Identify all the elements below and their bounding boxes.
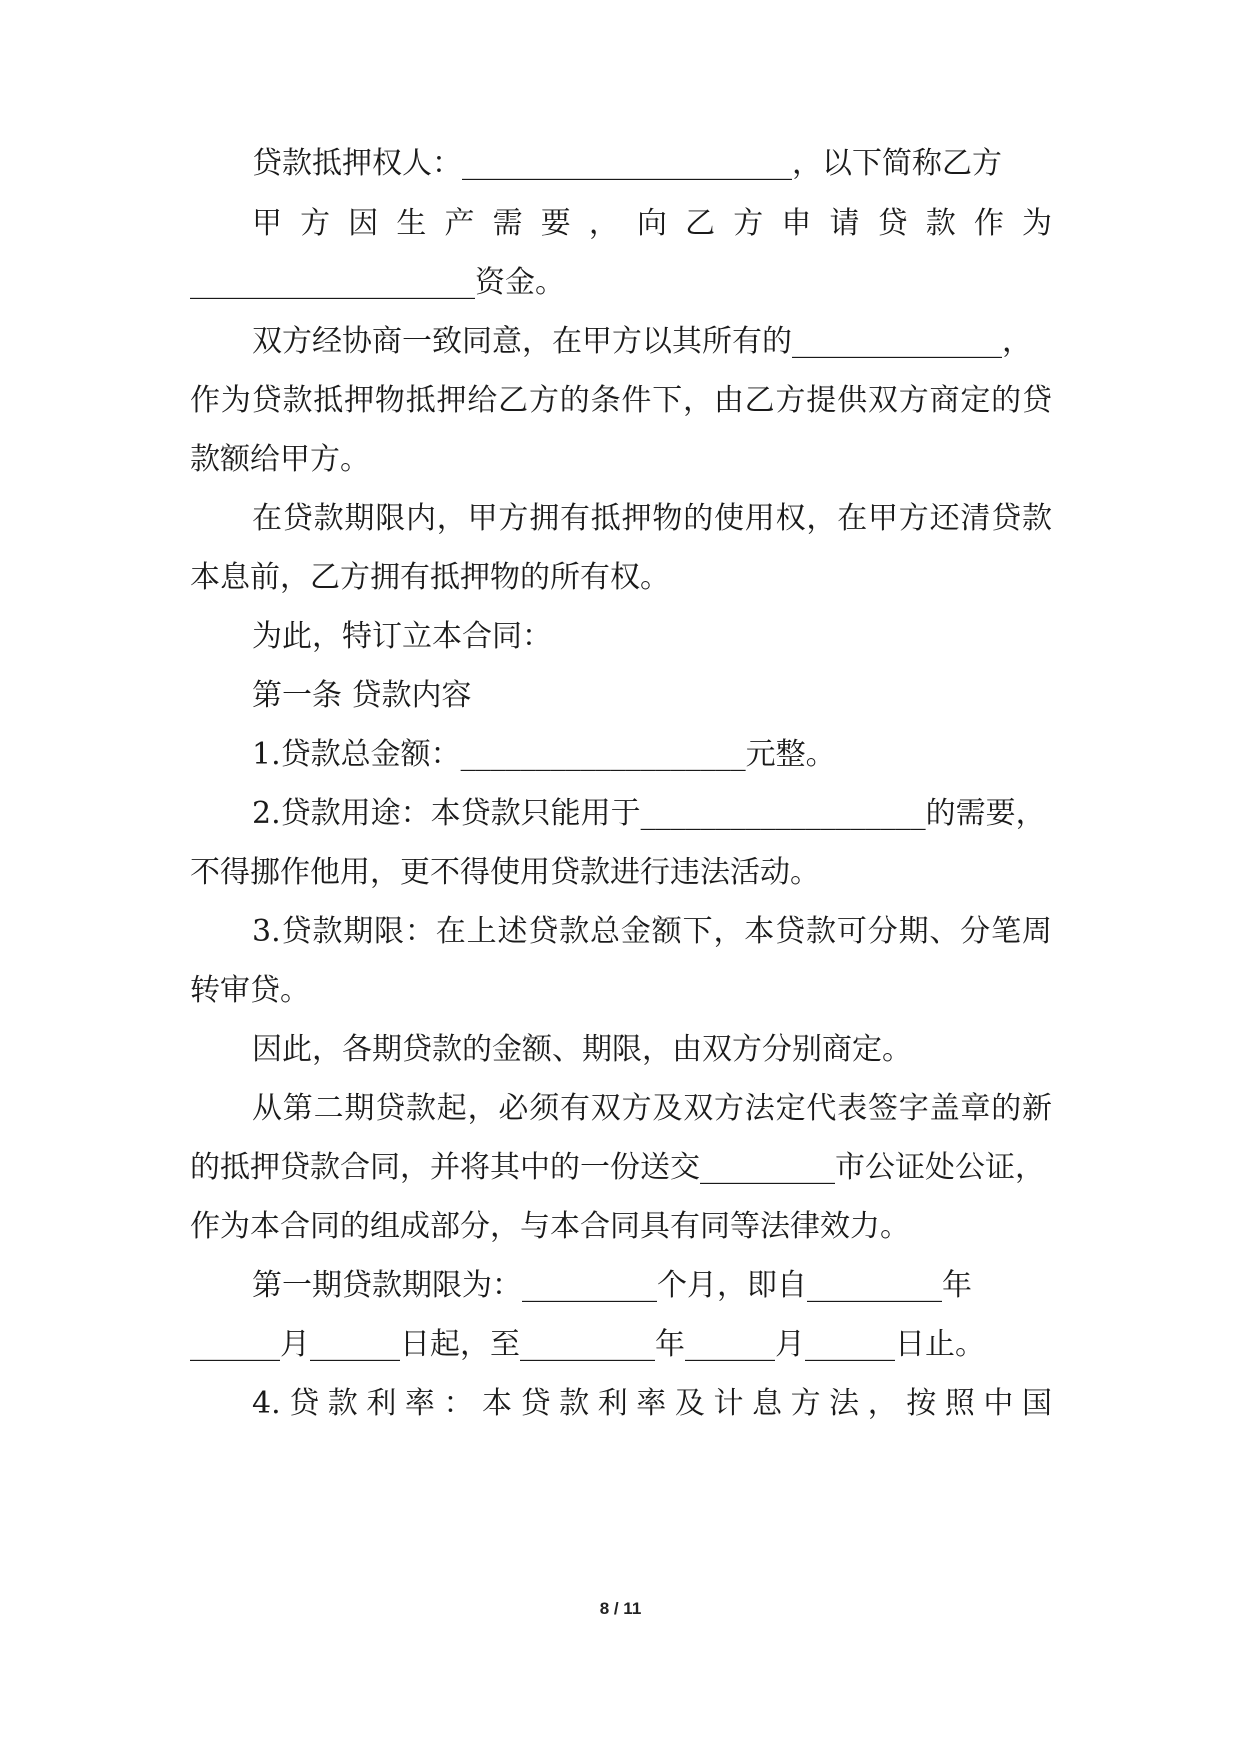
paragraph-line: 1.贷款总金额：___________________元整。 bbox=[252, 737, 836, 772]
paragraph-line: 本息前，乙方拥有抵押物的所有权。 bbox=[190, 560, 670, 595]
paragraph-line: 为此，特订立本合同： bbox=[252, 619, 552, 654]
paragraph-line: 作为本合同的组成部分，与本合同具有同等法律效力。 bbox=[190, 1209, 910, 1244]
paragraph-line: 在贷款期限内，甲方拥有抵押物的使用权，在甲方还清贷款 bbox=[252, 501, 1052, 536]
paragraph-line: 甲方因生产需要，向乙方申请贷款作为 bbox=[252, 206, 1052, 241]
paragraph-line: 转审贷。 bbox=[190, 973, 310, 1008]
paragraph-line: 第一期贷款期限为：_________个月，即自_________年 bbox=[252, 1268, 972, 1303]
paragraph-line: 4.贷款利率：本贷款利率及计息方法，按照中国 bbox=[252, 1386, 1052, 1421]
paragraph-line: 因此，各期贷款的金额、期限，由双方分别商定。 bbox=[252, 1032, 912, 1067]
paragraph-line: ______月______日起，至_________年______月______日止。 bbox=[190, 1327, 985, 1362]
paragraph-line: 的抵押贷款合同，并将其中的一份送交_________市公证处公证， bbox=[190, 1150, 1045, 1185]
paragraph-line: 从第二期贷款起，必须有双方及双方法定代表签字盖章的新 bbox=[252, 1091, 1052, 1126]
paragraph-line: 2.贷款用途：本贷款只能用于___________________的需要， bbox=[252, 796, 1046, 831]
paragraph-line: 双方经协商一致同意，在甲方以其所有的______________， bbox=[252, 324, 1032, 359]
paragraph-line: 贷款抵押权人：______________________，以下简称乙方 bbox=[252, 146, 1002, 181]
paragraph-line: 款额给甲方。 bbox=[190, 442, 370, 477]
paragraph-line: 3.贷款期限：在上述贷款总金额下，本贷款可分期、分笔周 bbox=[252, 914, 1052, 949]
paragraph-line: ___________________资金。 bbox=[190, 265, 565, 300]
paragraph-line: 不得挪作他用，更不得使用贷款进行违法活动。 bbox=[190, 855, 820, 890]
paragraph-line: 作为贷款抵押物抵押给乙方的条件下，由乙方提供双方商定的贷 bbox=[190, 383, 1052, 418]
section-heading: 第一条 贷款内容 bbox=[252, 678, 472, 713]
page-number: 8 / 11 bbox=[599, 1599, 642, 1618]
